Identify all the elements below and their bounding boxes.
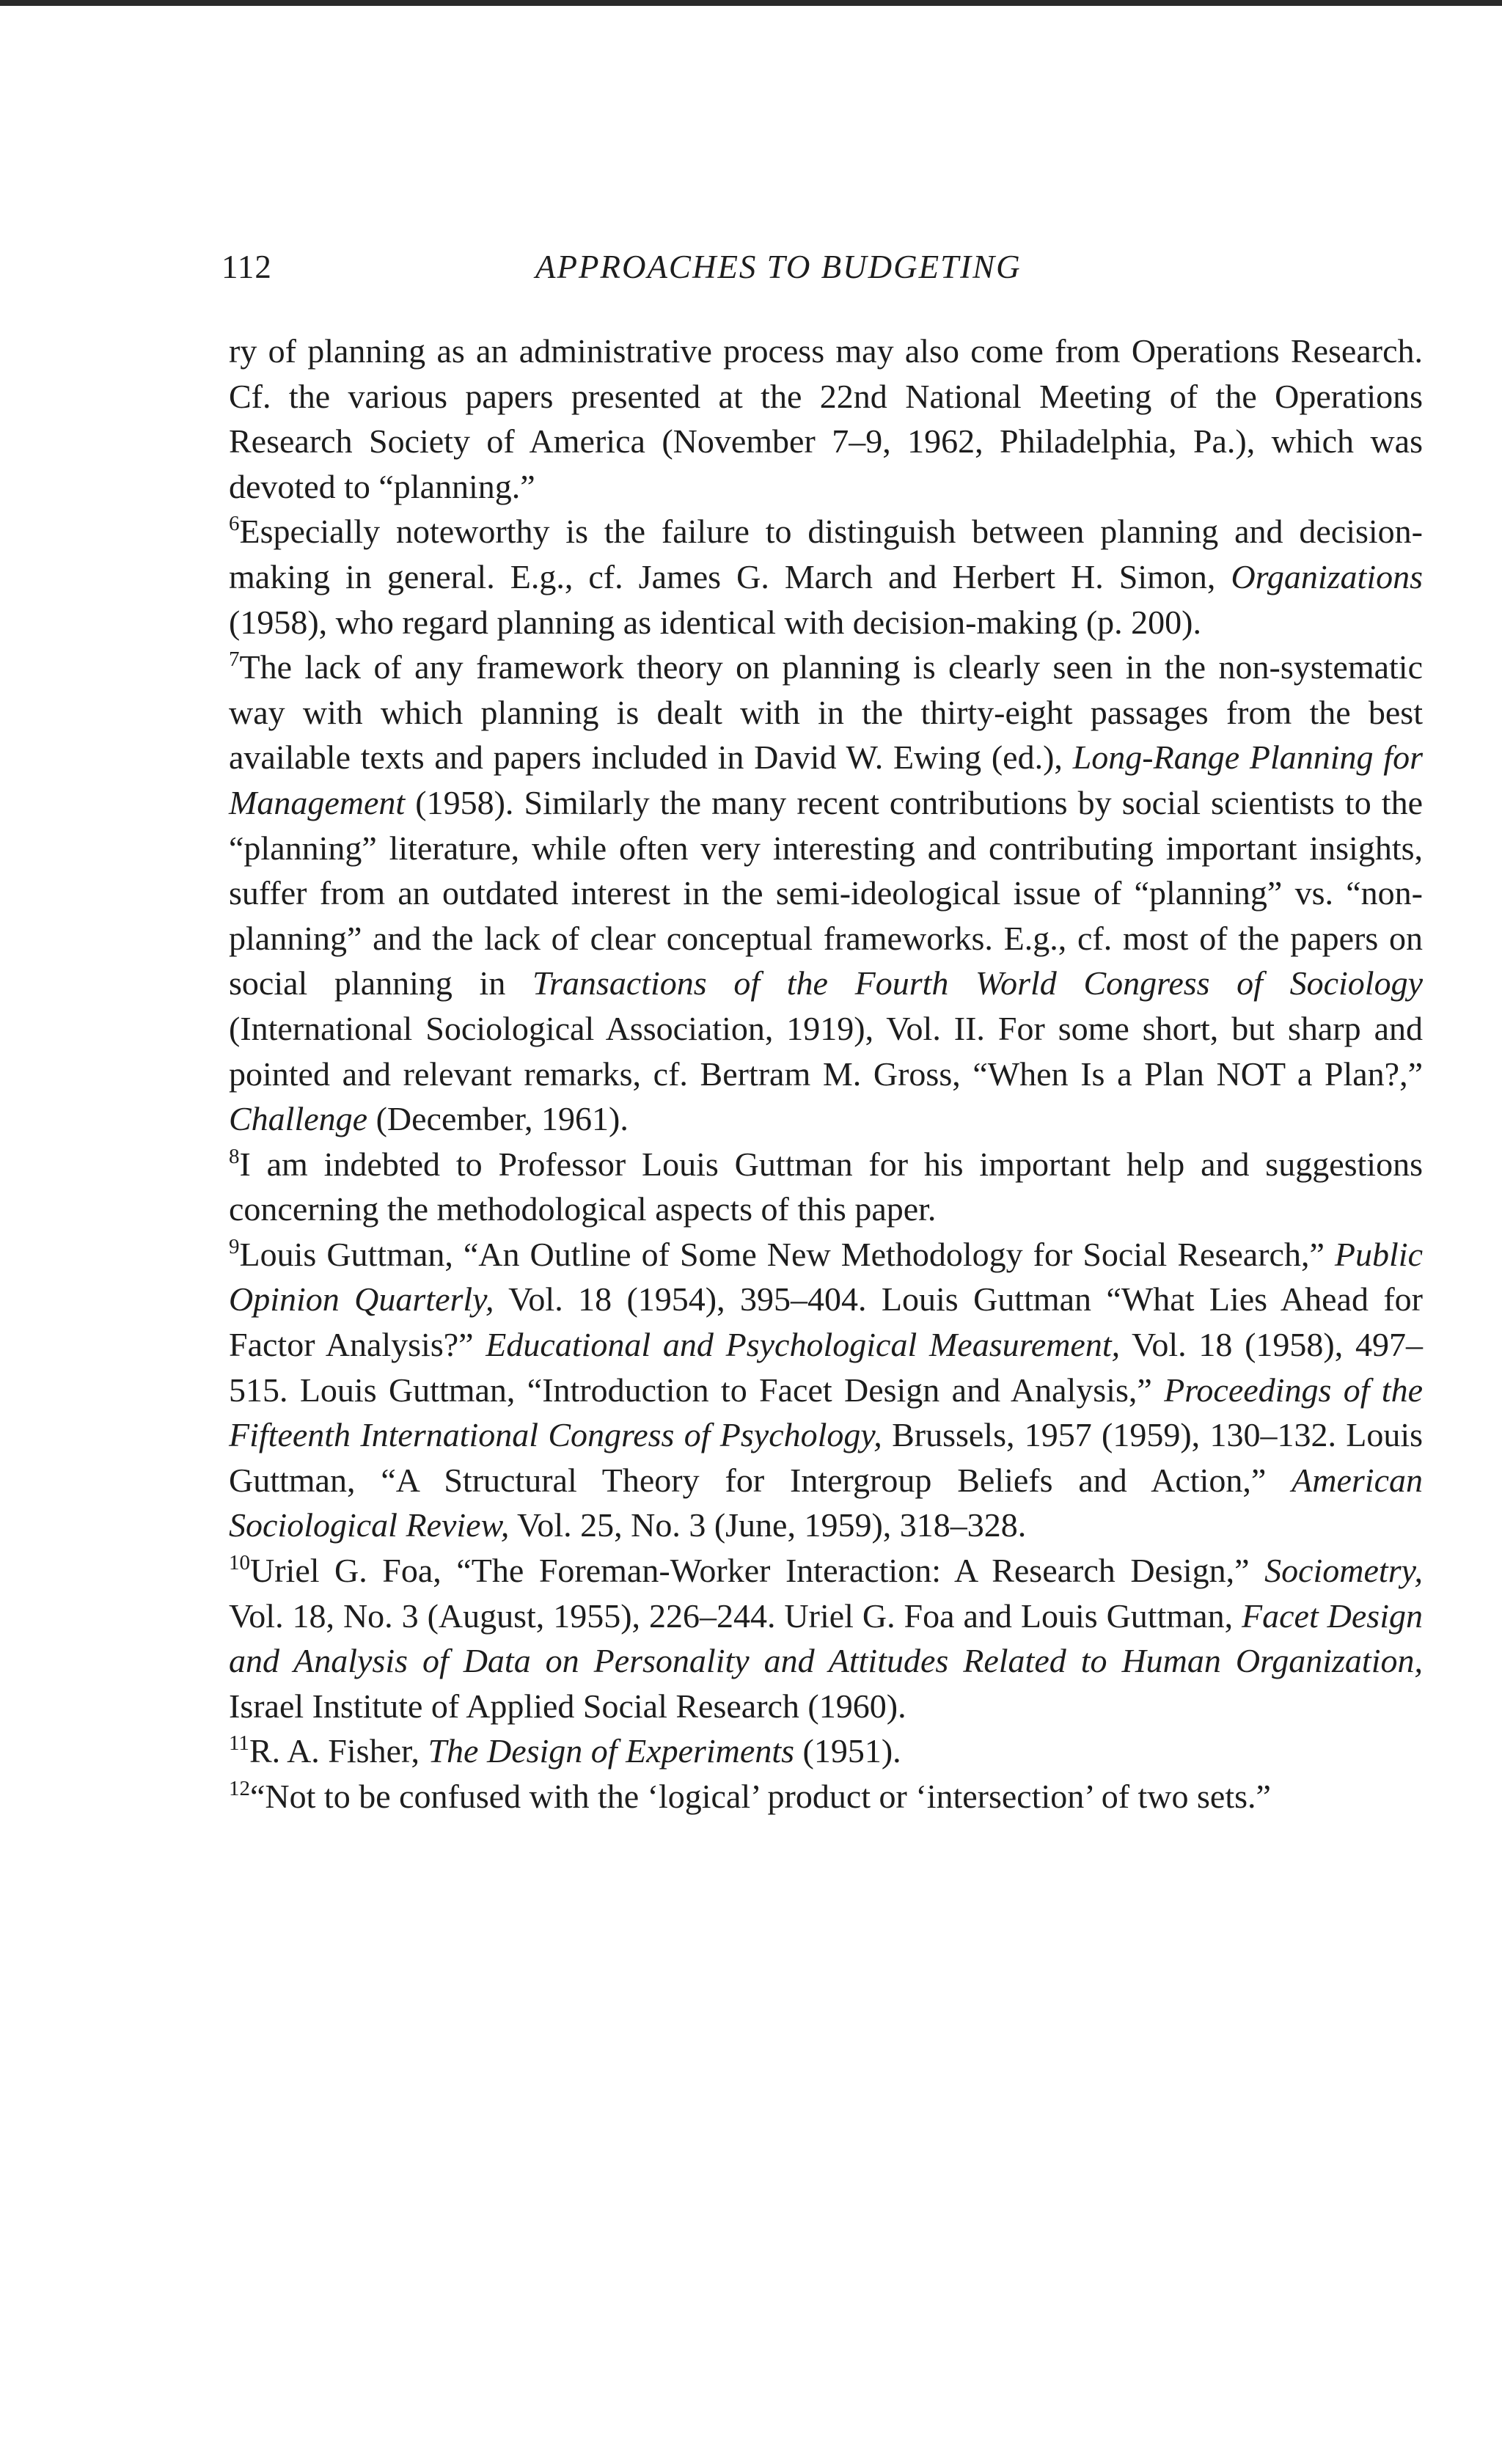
footnote-text: Vol. 18 (1954), 395–404. Louis Guttman “What Lies Ahead for Factor Analysis?” [229,1280,1423,1364]
footnote-text: Israel Institute of Applied Social Research (1960). [229,1687,906,1725]
footnote-text: Brussels, 1957 (1959), 130–132. Louis Guttman, “A Structural Theory for Intergroup Beliefs and Action,” [229,1416,1423,1499]
citation-title: Educational and Psychological Measurement, [486,1326,1121,1364]
footnote-text: Vol. 25, No. 3 (June, 1959), 318–328. [509,1506,1027,1544]
footnote-12 [229,1774,1423,1819]
footnote-text: (1951). [794,1732,901,1770]
running-title: APPROACHES TO BUDGETING [535,249,1022,285]
footnote-text: (1958). Similarly the many recent contributions by social scientists to the “planning” literature, while often very interesting and contributing important insights, suffer from an outdated interest in the semi-ideological issue of “planning” vs. “non-planning” and the lack of clear conceptual frameworks. E.g., cf. most of the papers on social planning in [229,783,1423,1002]
footnote-text: (1958), who regard planning as identical with decision-making (p. 200). [229,603,1202,641]
footnote-text: (December, 1961). [367,1100,629,1138]
citation-title: The Design of Experiments [428,1732,794,1770]
footnote-number: 10 [229,1551,250,1575]
footnote-text: R. A. Fisher, [249,1732,428,1770]
page-number: 112 [221,249,272,285]
footnote-text: Uriel G. Foa, “The Foreman-Worker Interaction: A Research Design,” [250,1552,1265,1590]
footnote-text: (International Sociological Association, 1919), Vol. II. For some short, but sharp and pointed and relevant remarks, cf. Bertram M. Gross, “When Is a Plan NOT a Plan?,” [229,1009,1423,1093]
citation-title: American Sociological Review, [229,1461,1423,1544]
footnotes-section [229,329,1423,1819]
footnote-number: 11 [229,1731,249,1756]
citation-title: Facet Design and Analysis of Data on Personality and Attitudes Related to Human Organization, [229,1596,1423,1680]
footnote-text: Especially noteworthy is the failure to distinguish between planning and decision-making in general. E.g., cf. James G. March and Herbert H. Simon, [229,513,1423,595]
footnote-number: 8 [229,1144,240,1168]
footnote-10 [229,1548,1423,1728]
footnote-number: 9 [229,1234,240,1258]
citation-title: Sociometry, [1264,1552,1423,1590]
footnote-6 [229,509,1423,645]
footnote-number: 12 [229,1777,250,1800]
footnote-text: ry of planning as an administrative process may also come from Operations Research. Cf. the various papers presented at the 22nd National Meeting of the Operations Research Society of America (November 7–9, 1962, Philadelphia, Pa.), which was devoted to “planning.” [229,332,1423,505]
page-header [221,248,1424,299]
citation-title: Long-Range Planning for Management [229,738,1423,821]
footnote-number: 6 [229,512,240,536]
citation-title: Organizations [1231,557,1423,595]
citation-title: Public Opinion Quarterly, [229,1235,1423,1319]
footnote-text: Vol. 18, No. 3 (August, 1955), 226–244. Uriel G. Foa and Louis Guttman, [229,1596,1242,1635]
footnote-9 [229,1232,1423,1548]
footnote-7 [229,645,1423,1142]
footnote-text: Louis Guttman, “An Outline of Some New Methodology for Social Research,” [239,1235,1335,1273]
footnote-text: The lack of any framework theory on planning is clearly seen in the non-systematic way with which planning is dealt with in the thirty-eight passages from the best available texts and papers included in David W. Ewing (ed.), [229,648,1423,777]
citation-title: Proceedings of the Fifteenth International Congress of Psychology, [229,1371,1424,1454]
footnote-number: 7 [229,648,240,672]
footnote-text: Vol. 18 (1958), 497–515. Louis Guttman, “Introduction to Facet Design and Analysis,” [229,1326,1423,1409]
top-border-rule [0,0,1502,6]
footnote-11 [229,1728,1423,1774]
footnote-8 [229,1142,1423,1232]
citation-title: Transactions of the Fourth World Congress of Sociology [532,964,1423,1002]
citation-title: Challenge [229,1100,368,1138]
footnote-text: “Not to be confused with the ‘logical’ product or ‘intersection’ of two sets.” [250,1778,1271,1815]
footnote-text: I am indebted to Professor Louis Guttman for his important help and suggestions concerning the methodological aspects of this paper. [229,1145,1423,1228]
footnote-continuation [229,329,1423,509]
